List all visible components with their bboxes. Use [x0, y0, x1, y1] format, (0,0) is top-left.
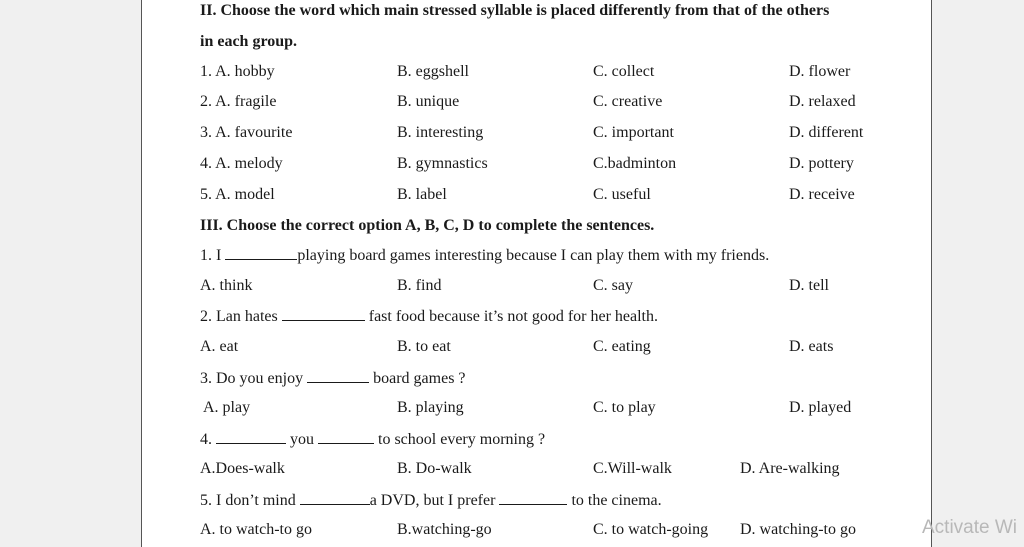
answer-blank	[307, 368, 369, 383]
question-4-stem	[200, 429, 545, 450]
question-3-stem	[200, 368, 466, 389]
option-a: 5. A. model	[200, 186, 275, 203]
q4-option-d: D. Are-walking	[740, 460, 840, 477]
option-d: D. receive	[789, 186, 855, 203]
q1-option-b: B. find	[397, 277, 442, 294]
answer-blank	[282, 306, 365, 321]
option-d: D. different	[789, 124, 864, 141]
q1-option-c: C. say	[593, 277, 633, 294]
answer-blank	[225, 245, 297, 260]
stem-part: 1. I	[200, 247, 222, 264]
option-c: C. collect	[593, 63, 655, 80]
option-b: B. eggshell	[397, 63, 469, 80]
stem-part: to school every morning ?	[378, 431, 546, 448]
option-d: D. relaxed	[789, 93, 856, 110]
q2-option-c: C. eating	[593, 338, 651, 355]
stem-part: a DVD, but I prefer	[369, 492, 496, 509]
q4-option-c: C.Will-walk	[593, 460, 672, 477]
option-b: B. gymnastics	[397, 155, 488, 172]
section-2-title: II. Choose the word which main stressed syllable is placed differently from that of the others	[200, 2, 830, 19]
question-2-stem	[200, 306, 658, 327]
stem-part: playing board games interesting because I can play them with my friends.	[297, 247, 770, 264]
option-a: 3. A. favourite	[200, 124, 293, 141]
answer-blank	[499, 490, 567, 505]
option-b: B. label	[397, 186, 447, 203]
stem-part: board games ?	[373, 370, 466, 387]
q2-option-d: D. eats	[789, 338, 834, 355]
stem-part: 4.	[200, 431, 212, 448]
answer-blank	[216, 429, 286, 444]
activate-windows-watermark: Activate Wi	[922, 517, 1018, 538]
q2-option-b: B. to eat	[397, 338, 451, 355]
q1-option-a: A. think	[200, 277, 253, 294]
q4-option-b: B. Do-walk	[397, 460, 472, 477]
stem-part: fast food because it’s not good for her health.	[368, 308, 658, 325]
q2-option-a: A. eat	[200, 338, 239, 355]
option-b: B. unique	[397, 93, 460, 110]
answer-blank	[300, 490, 370, 505]
question-1-stem	[200, 245, 769, 266]
option-a: 2. A. fragile	[200, 93, 277, 110]
option-c: C. creative	[593, 93, 663, 110]
section-3-title: III. Choose the correct option A, B, C, D to complete the sentences.	[200, 217, 655, 234]
option-d: D. pottery	[789, 155, 854, 172]
q3-option-d: D. played	[789, 399, 852, 416]
stem-part: to the cinema.	[571, 492, 662, 509]
option-c: C. useful	[593, 186, 651, 203]
option-d: D. flower	[789, 63, 851, 80]
q5-option-b: B.watching-go	[397, 521, 492, 538]
stem-part: you	[290, 431, 314, 448]
q5-option-d: D. watching-to go	[740, 521, 856, 538]
option-a: 4. A. melody	[200, 155, 283, 172]
q1-option-d: D. tell	[789, 277, 829, 294]
q5-option-a: A. to watch-to go	[200, 521, 312, 538]
option-b: B. interesting	[397, 124, 484, 141]
stem-part: 3. Do you enjoy	[200, 370, 304, 387]
answer-blank	[318, 429, 374, 444]
q5-option-c: C. to watch-going	[593, 521, 709, 538]
q3-option-b: B. playing	[397, 399, 464, 416]
stem-part: 5. I don’t mind	[200, 492, 296, 509]
option-a: 1. A. hobby	[200, 63, 275, 80]
q3-option-c: C. to play	[593, 399, 656, 416]
section-2-title-continued: in each group.	[200, 33, 298, 50]
stem-part: 2. Lan hates	[200, 308, 278, 325]
q3-option-a: A. play	[203, 399, 251, 416]
option-c: C. important	[593, 124, 674, 141]
question-5-stem	[200, 490, 662, 511]
option-c: C.badminton	[593, 155, 677, 172]
q4-option-a: A.Does-walk	[200, 460, 285, 477]
